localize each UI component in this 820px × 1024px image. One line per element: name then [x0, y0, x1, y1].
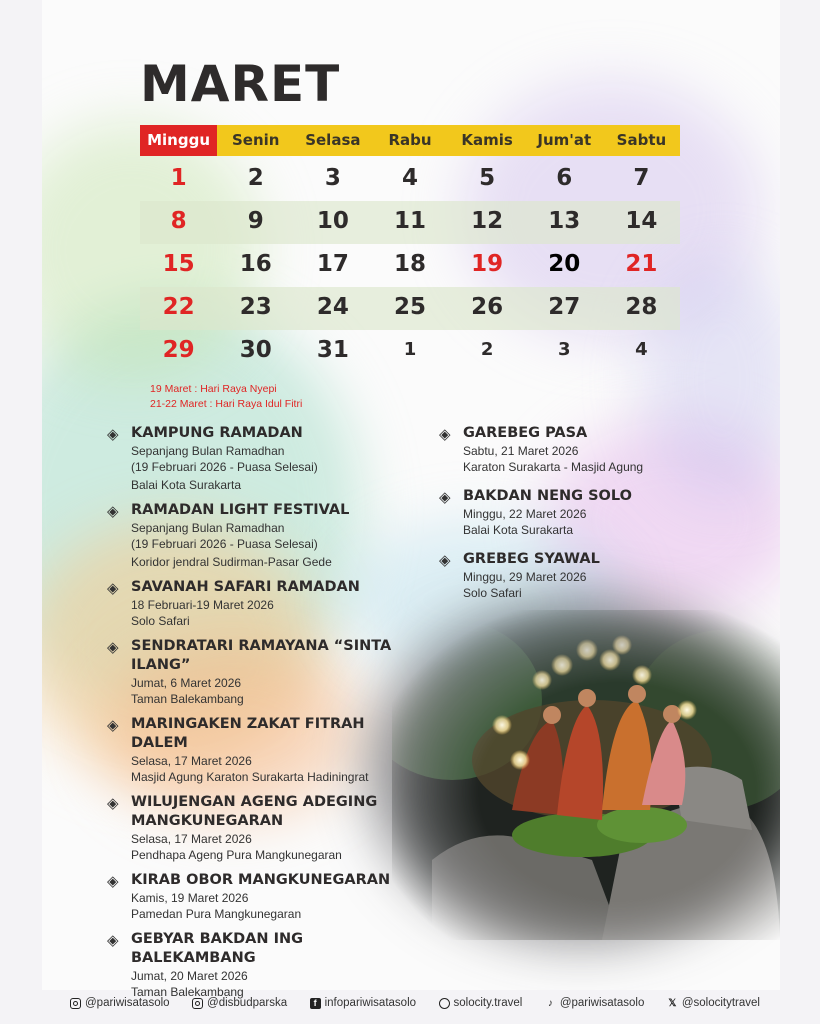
event-item [105, 930, 405, 1000]
event-place: Koridor jendral Sudirman-Pasar Gede [131, 555, 332, 569]
calendar-grid [140, 158, 680, 373]
day-cell: 20 [548, 251, 581, 277]
instagram-icon [192, 998, 203, 1009]
event-date: Sepanjang Bulan Ramadhan (19 Februari 2026 - Puasa Selesai) [131, 521, 318, 551]
diamond-bullet-icon: ◈ [439, 551, 451, 569]
day-cell: 5 [479, 165, 496, 191]
month-title: MARET [140, 55, 341, 113]
event-name: KIRAB OBOR MANGKUNEGARAN [131, 872, 391, 888]
event-place: Pendhapa Ageng Pura Mangkunegaran [131, 848, 342, 862]
event-item [105, 793, 405, 863]
day-cell: 22 [162, 294, 195, 320]
diamond-bullet-icon: ◈ [107, 425, 119, 443]
x-icon: 𝕏 [668, 997, 677, 1009]
instagram-icon [70, 998, 81, 1009]
event-name: KAMPUNG RAMADAN [131, 425, 303, 441]
day-cell: 28 [625, 294, 658, 320]
day-cell-next-month: 3 [558, 339, 571, 360]
event-date: Selasa, 17 Maret 2026 [131, 832, 252, 846]
social-handle: @pariwisatasolo [559, 997, 645, 1009]
event-item [105, 501, 405, 570]
event-place: Solo Safari [463, 586, 522, 600]
social-handle: @solocitytravel [681, 997, 760, 1009]
event-date: Sepanjang Bulan Ramadhan (19 Februari 2026 - Puasa Selesai) [131, 444, 318, 474]
social-link[interactable] [439, 997, 523, 1009]
event-item [105, 637, 405, 707]
event-name: SAVANAH SAFARI RAMADAN [131, 579, 360, 595]
dance-performance-photo [392, 610, 780, 940]
event-date: Minggu, 29 Maret 2026 [463, 570, 587, 584]
event-date: Sabtu, 21 Maret 2026 [463, 444, 579, 458]
event-place: Taman Balekambang [131, 985, 244, 999]
day-cell: 1 [170, 165, 187, 191]
diamond-bullet-icon: ◈ [107, 502, 119, 520]
weekday-wednesday: Rabu [388, 131, 432, 149]
diamond-bullet-icon: ◈ [107, 638, 119, 656]
tiktok-icon: ♪ [547, 997, 553, 1009]
event-date: Jumat, 6 Maret 2026 [131, 676, 242, 690]
weekday-thursday: Kamis [461, 131, 513, 149]
event-item [105, 871, 405, 922]
weekday-tuesday: Selasa [305, 131, 361, 149]
day-cell-holiday: 21 [625, 251, 658, 277]
holiday-note: 19 Maret : Hari Raya Nyepi [150, 383, 277, 395]
event-place: Masjid Agung Karaton Surakarta Hadiningrat [131, 770, 369, 784]
week-row [140, 244, 680, 287]
social-handle: solocity.travel [453, 997, 523, 1009]
event-date: Kamis, 19 Maret 2026 [131, 891, 249, 905]
day-cell-next-month: 1 [403, 339, 417, 360]
event-date: 18 Februari-19 Maret 2026 [131, 598, 274, 612]
day-cell: 10 [316, 208, 349, 234]
event-name: SENDRATARI RAMAYANA “SINTA ILANG” [131, 638, 392, 673]
week-row [140, 287, 680, 330]
weekday-friday: Jum'at [537, 131, 592, 149]
day-cell: 2 [247, 165, 264, 191]
day-cell: 8 [170, 208, 187, 234]
weekday-saturday: Sabtu [616, 131, 667, 149]
day-cell: 23 [239, 294, 272, 320]
globe-icon [439, 998, 450, 1009]
day-cell: 12 [471, 208, 504, 234]
event-name: GEBYAR BAKDAN ING BALEKAMBANG [131, 931, 303, 966]
diamond-bullet-icon: ◈ [107, 872, 119, 890]
holiday-notes [150, 382, 302, 412]
week-row [140, 201, 680, 244]
day-cell-holiday: 19 [471, 251, 504, 277]
events-right-column [437, 424, 737, 601]
social-link[interactable] [667, 997, 760, 1009]
week-row [140, 330, 680, 373]
holiday-note: 21-22 Maret : Hari Raya Idul Fitri [150, 398, 303, 410]
dance-performance-illustration [392, 610, 780, 940]
event-item [437, 424, 737, 475]
weekday-sunday: Minggu [140, 125, 217, 156]
event-name: GAREBEG PASA [463, 425, 588, 441]
event-item [105, 578, 405, 629]
day-cell: 11 [393, 208, 426, 234]
social-link[interactable] [192, 997, 287, 1009]
day-cell: 14 [625, 208, 658, 234]
diamond-bullet-icon: ◈ [107, 794, 119, 812]
diamond-bullet-icon: ◈ [107, 931, 119, 949]
day-cell-next-month: 4 [635, 339, 648, 360]
day-cell: 27 [548, 294, 581, 320]
event-place: Balai Kota Surakarta [463, 523, 574, 537]
day-cell-next-month: 2 [480, 339, 494, 360]
event-name: WILUJENGAN AGENG ADEGING MANGKUNEGARAN [131, 794, 378, 829]
event-place: Taman Balekambang [131, 692, 244, 706]
diamond-bullet-icon: ◈ [439, 488, 451, 506]
day-cell: 7 [633, 165, 650, 191]
diamond-bullet-icon: ◈ [439, 425, 451, 443]
event-item [437, 487, 737, 538]
diamond-bullet-icon: ◈ [107, 579, 119, 597]
event-name: MARINGAKEN ZAKAT FITRAH DALEM [131, 716, 365, 751]
day-cell: 4 [401, 165, 418, 191]
weekday-header [140, 125, 680, 156]
social-link[interactable] [545, 997, 645, 1009]
day-cell: 31 [316, 337, 349, 363]
event-place: Karaton Surakarta - Masjid Agung [463, 460, 644, 474]
event-name: RAMADAN LIGHT FESTIVAL [131, 502, 350, 518]
day-cell: 25 [393, 294, 426, 320]
event-date: Selasa, 17 Maret 2026 [131, 754, 252, 768]
day-cell: 18 [393, 251, 426, 277]
day-cell: 9 [247, 208, 264, 234]
day-cell: 3 [324, 165, 341, 191]
event-item [105, 424, 405, 493]
facebook-icon: f [310, 998, 321, 1009]
event-date: Minggu, 22 Maret 2026 [463, 507, 587, 521]
day-cell: 17 [316, 251, 349, 277]
event-place: Pamedan Pura Mangkunegaran [131, 907, 302, 921]
day-cell: 13 [548, 208, 581, 234]
event-item [105, 715, 405, 785]
day-cell: 24 [316, 294, 349, 320]
day-cell: 15 [162, 251, 195, 277]
weekday-monday: Senin [231, 131, 280, 149]
day-cell: 16 [239, 251, 272, 277]
event-name: BAKDAN NENG SOLO [463, 488, 632, 504]
day-cell: 6 [556, 165, 573, 191]
event-name: GREBEG SYAWAL [463, 551, 600, 567]
event-place: Solo Safari [131, 614, 190, 628]
social-handle: infopariwisatasolo [324, 997, 417, 1009]
event-date: Jumat, 20 Maret 2026 [131, 969, 248, 983]
social-footer [70, 992, 760, 1014]
diamond-bullet-icon: ◈ [107, 716, 119, 734]
event-item [437, 550, 737, 601]
day-cell: 30 [239, 337, 272, 363]
events-left-column [105, 424, 405, 1000]
day-cell: 29 [162, 337, 195, 363]
social-handle: @pariwisatasolo [85, 997, 170, 1009]
event-place: Balai Kota Surakarta [131, 478, 242, 492]
social-link[interactable] [310, 997, 416, 1009]
social-handle: @disbudparska [207, 997, 288, 1009]
day-cell: 26 [471, 294, 504, 320]
week-row [140, 158, 680, 201]
social-link[interactable] [70, 997, 170, 1009]
